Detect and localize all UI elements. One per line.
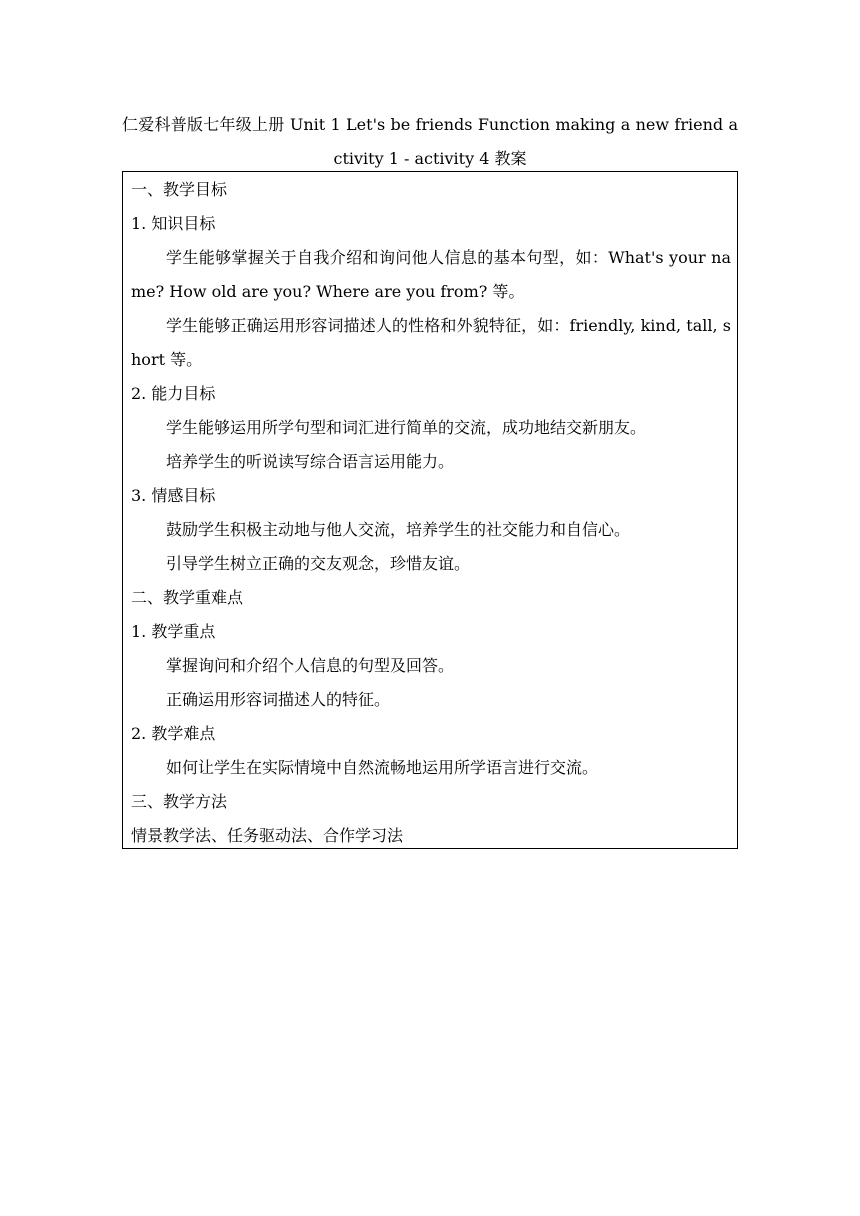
subheading-emotional-goals: 3. 情感目标 [131,486,216,505]
subheading-difficult-points: 2. 教学难点 [131,724,216,743]
section-heading-objectives: 一、教学目标 [131,180,228,199]
subheading-ability-goals: 2. 能力目标 [131,384,216,403]
knowledge-goal-adjectives: 学生能够正确运用形容词描述人的性格和外貌特征，如：friendly, kind, tall, short 等。 [131,316,731,369]
section-heading-methods: 三、教学方法 [131,792,228,811]
subheading-key-points: 1. 教学重点 [131,622,216,641]
document-title: 仁爱科普版七年级上册 Unit 1 Let's be friends Function making a new friend activity 1 - activity 4 教案 [122,115,738,168]
lesson-plan-box [122,171,738,849]
emotional-goal-confidence: 鼓励学生积极主动地与他人交流，培养学生的社交能力和自信心。 [166,520,631,539]
knowledge-goal-sentence-patterns: 学生能够掌握关于自我介绍和询问他人信息的基本句型，如：What's your name? How old are you? Where are you from? 等。 [131,248,731,301]
key-point-sentence-patterns: 掌握询问和介绍个人信息的句型及回答。 [166,656,455,675]
ability-goal-communication: 学生能够运用所学句型和词汇进行简单的交流，成功地结交新朋友。 [166,418,647,437]
emotional-goal-friendship: 引导学生树立正确的交友观念，珍惜友谊。 [166,554,471,573]
teaching-methods-text: 情景教学法、任务驱动法、合作学习法 [131,826,404,845]
difficult-point-real-context: 如何让学生在实际情境中自然流畅地运用所学语言进行交流。 [166,758,599,777]
subheading-knowledge-goals: 1. 知识目标 [131,214,216,233]
key-point-adjectives: 正确运用形容词描述人的特征。 [166,690,391,709]
ability-goal-language-skills: 培养学生的听说读写综合语言运用能力。 [166,452,455,471]
section-heading-key-points: 二、教学重难点 [131,588,244,607]
